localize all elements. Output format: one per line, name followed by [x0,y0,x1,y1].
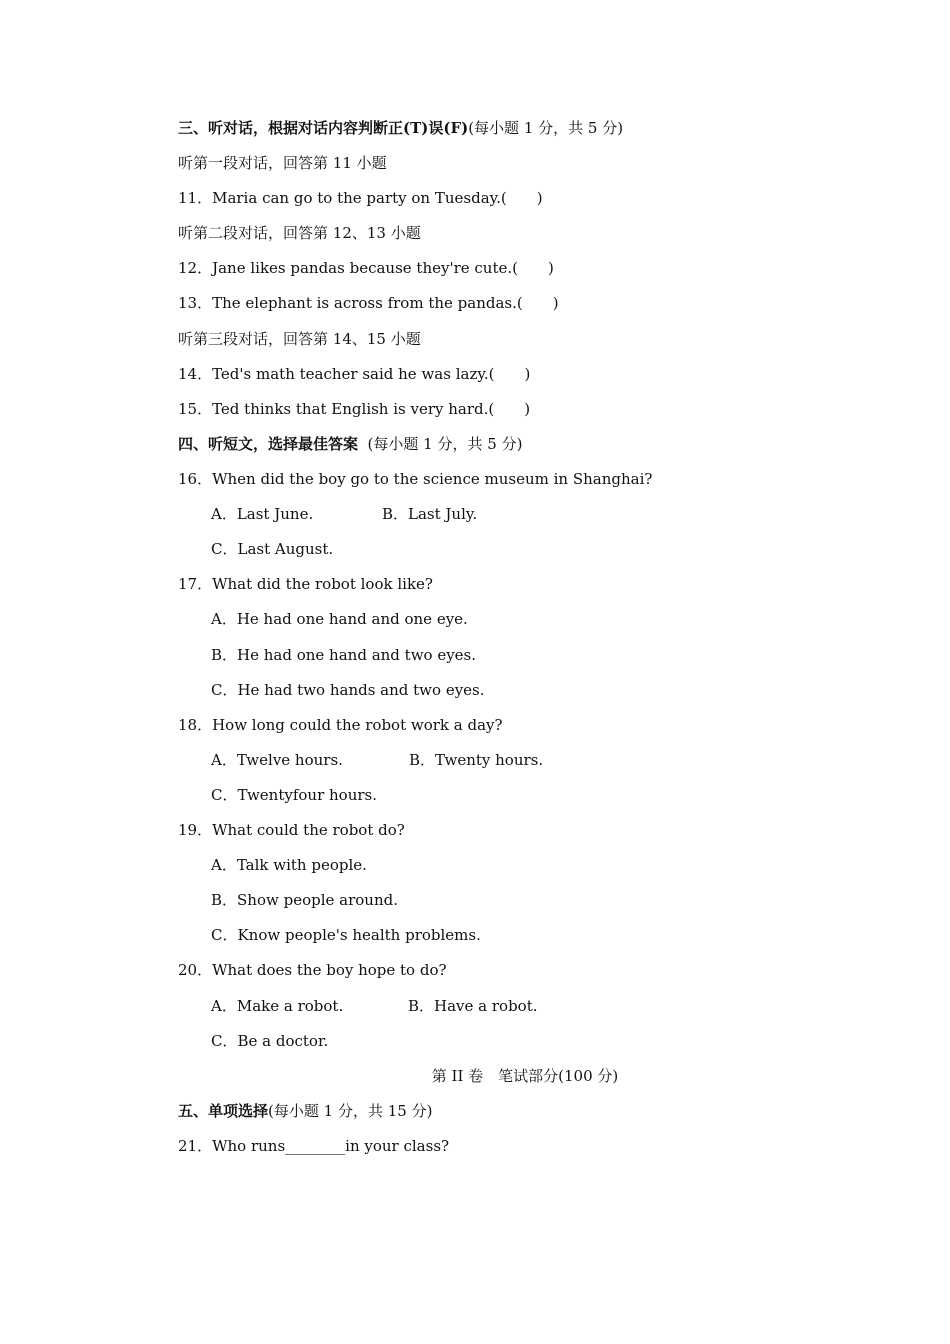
q16-option-c: C．Last August. [211,540,334,558]
q18-option-a: A．Twelve hours. [211,751,343,769]
section4-heading-score: (每小题 1 分，共 5 分) [358,435,523,453]
question-19: 19．What could the robot do? [178,821,405,839]
question-17: 17．What did the robot look like? [178,575,433,593]
dialogue-2-instruction: 听第二段对话，回答第 12、13 小题 [178,224,421,242]
dialogue-1-instruction: 听第一段对话，回答第 11 小题 [178,154,387,172]
q20-option-c: C．Be a doctor. [211,1032,329,1050]
question-20: 20．What does the boy hope to do? [178,961,447,979]
q20-option-b: B．Have a robot. [408,997,538,1015]
q20-option-a: A．Make a robot. [211,997,344,1015]
q17-option-a: A．He had one hand and one eye. [211,610,468,628]
section5-heading-score: (每小题 1 分，共 15 分) [268,1102,433,1120]
question-21: 21．Who runs________in your class? [178,1137,450,1155]
section4-heading-bold: 四、听短文，选择最佳答案 [178,435,359,453]
q18-option-b: B．Twenty hours. [409,751,544,769]
question-12: 12．Jane likes pandas because they're cute.( ) [178,259,554,277]
question-18: 18．How long could the robot work a day? [178,716,503,734]
q19-option-a: A．Talk with people. [211,856,367,874]
question-13: 13．The elephant is across from the pandas.( ) [178,294,559,312]
question-14: 14．Ted's math teacher said he was lazy.( ) [178,365,531,383]
question-16: 16．When did the boy go to the science museum in Shanghai? [178,470,653,488]
section3-heading-score: (每小题 1 分，共 5 分) [468,119,624,137]
section3-heading-bold: 三、听对话，根据对话内容判断正(T)误(F) [178,119,469,137]
q16-option-b: B．Last July. [382,505,478,523]
q19-option-c: C．Know people's health problems. [211,926,481,944]
part-2-title: 第 II 卷 笔试部分(100 分) [431,1067,619,1085]
q17-option-c: C．He had two hands and two eyes. [211,681,485,699]
dialogue-3-instruction: 听第三段对话，回答第 14、15 小题 [178,330,421,348]
section5-heading [178,1101,432,1121]
q18-option-c: C．Twentyfour hours. [211,786,377,804]
section3-heading [178,118,623,138]
q17-option-b: B．He had one hand and two eyes. [211,646,477,664]
question-15: 15．Ted thinks that English is very hard.( ) [178,400,531,418]
section5-heading-bold: 五、单项选择 [178,1102,269,1120]
q19-option-b: B．Show people around. [211,891,398,909]
section4-heading [178,434,522,454]
question-11: 11．Maria can go to the party on Tuesday.( ) [178,189,543,207]
q16-option-a: A．Last June. [211,505,314,523]
